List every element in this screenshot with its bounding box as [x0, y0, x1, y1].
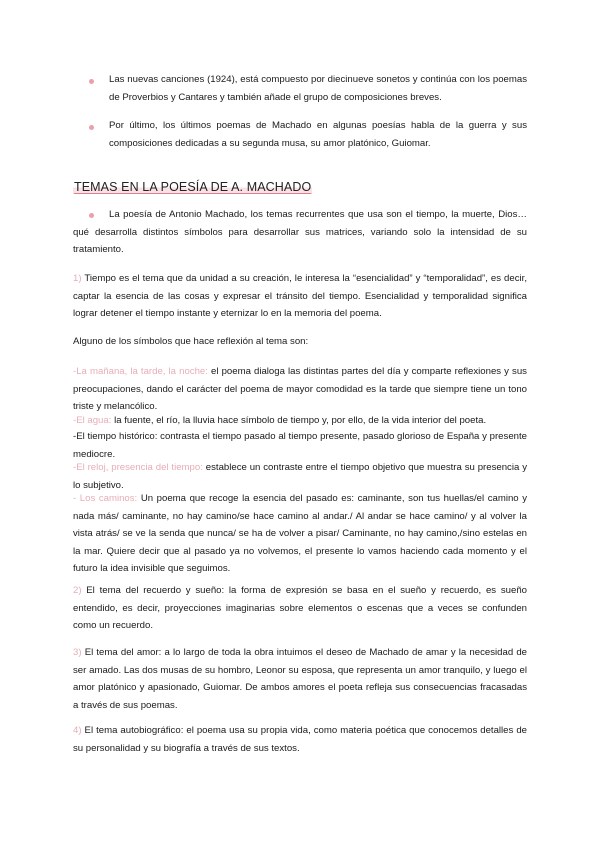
symbol-item — [73, 428, 527, 463]
theme-4-paragraph — [73, 722, 527, 757]
theme-number: 3) — [73, 647, 82, 658]
symbol-text: la fuente, el río, la lluvia hace símbolo de tiempo y, por ello, de la vida interior del poeta. — [111, 415, 487, 426]
theme-text: El tema autobiográfico: el poema usa su propia vida, como materia poética que conocemos detalles de su personalidad y su biografía a través de sus textos. — [73, 725, 527, 754]
theme-text: El tema del recuerdo y sueño: la forma de expresión se basa en el sueño y recuerdo, es sueño entendido, es decir, proyecciones imaginarias sobre elementos o escenas que a veces se confunden como un recuerdo. — [73, 585, 527, 632]
symbol-label: - Los caminos: — [73, 493, 138, 504]
symbol-item — [73, 363, 527, 416]
bullet-dot — [89, 125, 94, 130]
intro-paragraph — [73, 206, 527, 259]
bullet-dot — [89, 79, 94, 84]
symbol-item — [73, 490, 527, 578]
symbols-intro: Alguno de los símbolos que hace reflexión al tema son: — [73, 336, 309, 347]
theme-number: 1) — [73, 273, 82, 284]
symbol-item — [73, 412, 527, 430]
symbol-label: -El reloj, presencia del tiempo: — [73, 462, 203, 473]
symbol-text: el poema dialoga las distintas partes del día y comparte reflexiones y sus preocupaciones, dando el carácter del poema de mayor comodidad es la tarde que siempre tiene un tono triste y melancólico. — [73, 366, 527, 413]
symbol-text: establece un contraste entre el tiempo objetivo que muestra su presencia y lo subjetivo. — [73, 462, 527, 491]
symbol-text: -El tiempo histórico: contrasta el tiempo pasado al tiempo presente, pasado glorioso de España y presente mediocre. — [73, 431, 527, 460]
symbol-label: -El agua: — [73, 415, 112, 426]
intro-first-line: La poesía de Antonio Machado, los temas recurrentes que usa son el tiempo, la muerte, — [109, 209, 495, 220]
theme-number: 2) — [73, 585, 82, 596]
section-heading: TEMAS EN LA POESÍA DE A. MACHADO — [74, 180, 312, 194]
theme-3-paragraph — [73, 644, 527, 714]
theme-text: Tiempo es el tema que da unidad a su creación, le interesa la “esencialidad” y “temporalidad”, es decir, captar la esencia de las cosas y expresar el tránsito del tiempo. Esencialidad y temporalidad significa lograr detener el tiempo instante y eternizar lo en la memoria del poema. — [73, 273, 527, 320]
intro-rest: Dios… qué desarrolla distintos símbolos para desarrollar sus matrices, variando solo la intensidad de su tratamiento. — [73, 209, 527, 256]
symbol-label: -La mañana, la tarde, la noche: — [73, 366, 208, 377]
theme-1-paragraph — [73, 270, 527, 323]
bullet-item: Por último, los últimos poemas de Machado en algunas poesías habla de la guerra y sus composiciones dedicadas a su segunda musa, su amor platónico, Guiomar. — [109, 120, 527, 149]
symbol-text: Un poema que recoge la esencia del pasado es: caminante, son tus huellas/el camino y nada más/ caminante, no hay camino/se hace camino al andar./ Al andar se hace camino/ y al volver la vista atrás/ se ve la senda que nunca/ se ha de volver a pisar/ Caminante, no hay camino,/sino estelas en la mar. Quiere decir que al pasado ya no volvemos, el presente lo vamos haciendo cada momento y el futuro la idea invisible que seguimos. — [73, 493, 528, 575]
theme-text: El tema del amor: a lo largo de toda la obra intuimos el deseo de Machado de amar y la necesidad de ser amado. Las dos musas de su hombro, Leonor su esposa, que representa un amor tranquilo, y luego el amor platónico y apasionado, Guiomar. De ambos amores el poeta refleja sus consecuencias fracasadas a través de sus poemas. — [73, 647, 527, 711]
bullet-item: Las nuevas canciones (1924), está compuesto por diecinueve sonetos y continúa con los poemas de Proverbios y Cantares y también añade el grupo de composiciones breves. — [109, 74, 527, 103]
theme-2-paragraph — [73, 582, 527, 635]
theme-number: 4) — [73, 725, 82, 736]
symbol-item — [73, 459, 527, 494]
